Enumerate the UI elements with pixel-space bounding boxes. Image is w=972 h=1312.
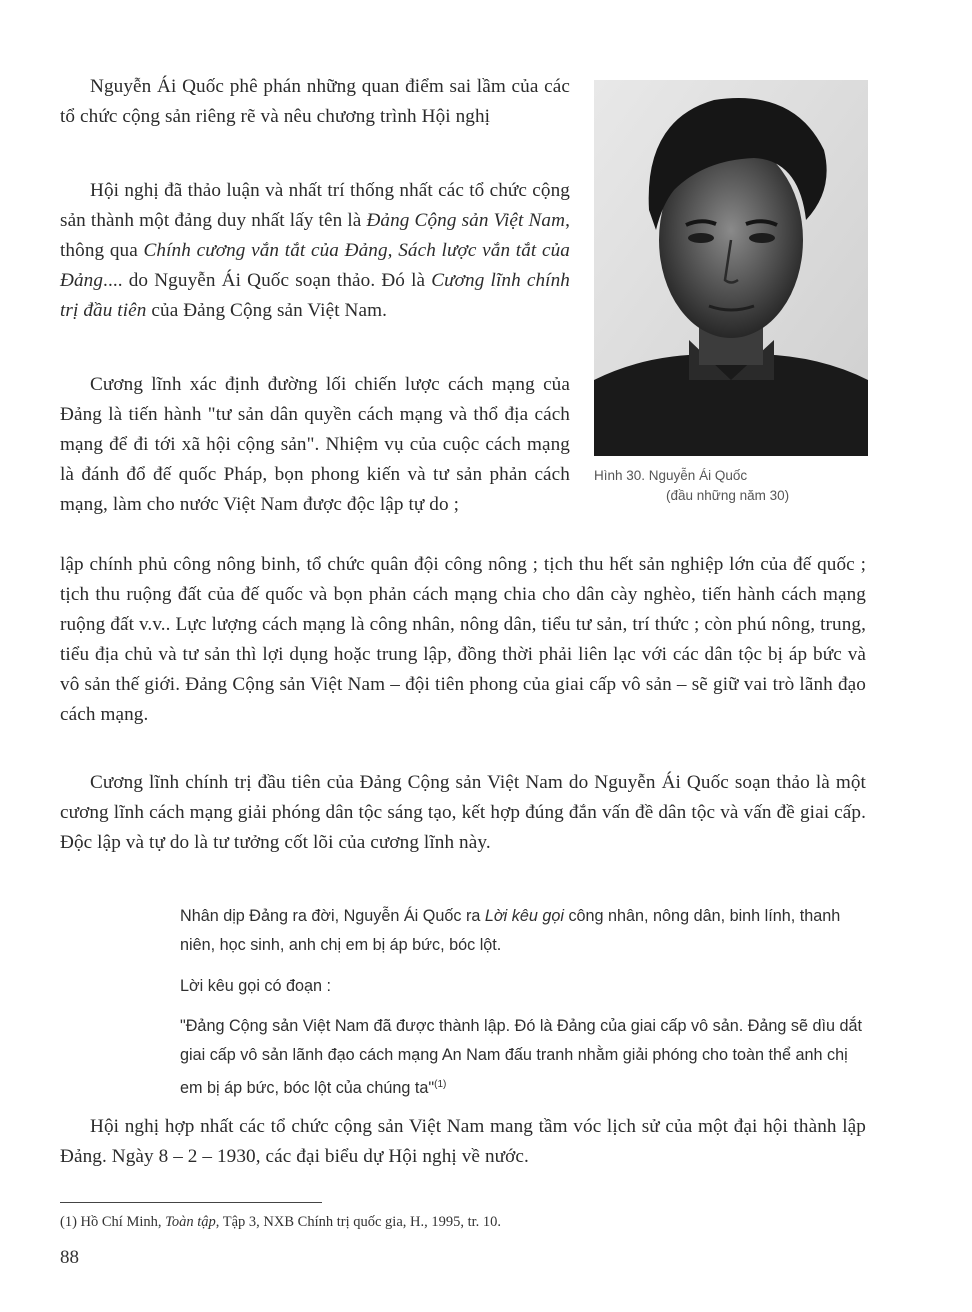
italic-run: Cương lĩnh chính trị đầu tiên — [60, 270, 570, 321]
quote-lead: Lời kêu gọi có đoạn : — [180, 977, 332, 995]
italic-run: Đảng Cộng sản Việt Nam — [366, 210, 566, 231]
figure-caption — [594, 466, 868, 506]
portrait-image — [594, 80, 868, 456]
footnote-divider — [60, 1202, 322, 1203]
paragraph-4: Cương lĩnh chính trị đầu tiên của Đảng Cộng sản Việt Nam do Nguyễn Ái Quốc soạn thảo là một cương lĩnh cách mạng giải phóng dân tộc sáng tạo, kết hợp đúng đắn vấn đề dân tộc và vấn đề giai cấp. Độc lập và tự do là tư tưởng cốt lõi của cương lĩnh này. — [60, 772, 866, 853]
caption-line-1: Hình 30. Nguyễn Ái Quốc — [594, 468, 748, 483]
paragraph-3-continued: lập chính phủ công nông binh, tổ chức quân đội công nông ; tịch thu hết sản nghiệp lớn của đế quốc ; tịch thu ruộng đất của đế quốc và bọn phản cách mạng chia cho dân cày nghèo, tiến hành cách mạng ruộng đất v.v.. Lực lượng cách mạng là công nhân, nông dân, tiểu tư sản, trí thức ; còn phú nông, trung, tiểu địa chủ và tư sản thì lợi dụng hoặc trung lập, đồng thời phải liên lạc với các dân tộc bị áp bức và vô sản thế giới. Đảng Cộng sản Việt Nam – đội tiên phong của giai cấp vô sản – sẽ giữ vai trò lãnh đạo cách mạng. — [60, 554, 866, 725]
caption-line-2: (đầu những năm 30) — [666, 488, 790, 503]
paragraph-3: Cương lĩnh xác định đường lối chiến lược cách mạng của Đảng là tiến hành "tư sản dân quyền cách mạng và thổ địa cách mạng để đi tới xã hội cộng sản". Nhiệm vụ của cuộc cách mạng là đánh đổ đế quốc Pháp, bọn phong kiến và tư sản phản cách mạng, làm cho nước Việt Nam được độc lập tự do ; — [60, 374, 570, 515]
italic-run: Toàn tập — [165, 1214, 216, 1230]
page-number: 88 — [60, 1247, 79, 1268]
footnote: (1) Hồ Chí Minh, Toàn tập, Tập 3, NXB Chính trị quốc gia, H., 1995, tr. 10. — [60, 1214, 502, 1230]
footnote-ref: (1) — [434, 1079, 447, 1090]
quote-body: "Đảng Cộng sản Việt Nam đã được thành lập. Đó là Đảng của giai cấp vô sản. Đảng sẽ dìu dắt giai cấp vô sản lãnh đạo cách mạng An Nam đấu tranh nhằm giải phóng cho toàn thể anh chị em bị áp bức, bóc lột của chúng ta" — [180, 1017, 863, 1097]
quote-intro: Nhân dịp Đảng ra đời, Nguyễn Ái Quốc ra Lời kêu gọi công nhân, nông dân, binh lính, thanh niên, học sinh, anh chị em bị áp bức, bóc lột. — [180, 907, 841, 954]
paragraph-2: Hội nghị đã thảo luận và nhất trí thống nhất các tổ chức cộng sản thành một đảng duy nhất lấy tên là Đảng Cộng sản Việt Nam, thông qua Chính cương vắn tắt của Đảng, Sách lược vắn tắt của Đảng.... do Nguyễn Ái Quốc soạn thảo. Đó là Cương lĩnh chính trị đầu tiên của Đảng Cộng sản Việt Nam. — [60, 180, 571, 321]
italic-run: Chính cương vắn tắt của Đảng, Sách lược vắn tắt của Đảng — [60, 240, 571, 291]
quote-text — [180, 1012, 870, 1103]
portrait-photo — [594, 80, 868, 456]
paragraph-5: Hội nghị hợp nhất các tổ chức cộng sản Việt Nam mang tầm vóc lịch sử của một đại hội thành lập Đảng. Ngày 8 – 2 – 1930, các đại biểu dự Hội nghị về nước. — [60, 1116, 866, 1167]
italic-run: Lời kêu gọi — [484, 907, 564, 925]
paragraph-1: Nguyễn Ái Quốc phê phán những quan điểm sai lầm của các tổ chức cộng sản riêng rẽ và nêu chương trình Hội nghị — [60, 76, 570, 127]
